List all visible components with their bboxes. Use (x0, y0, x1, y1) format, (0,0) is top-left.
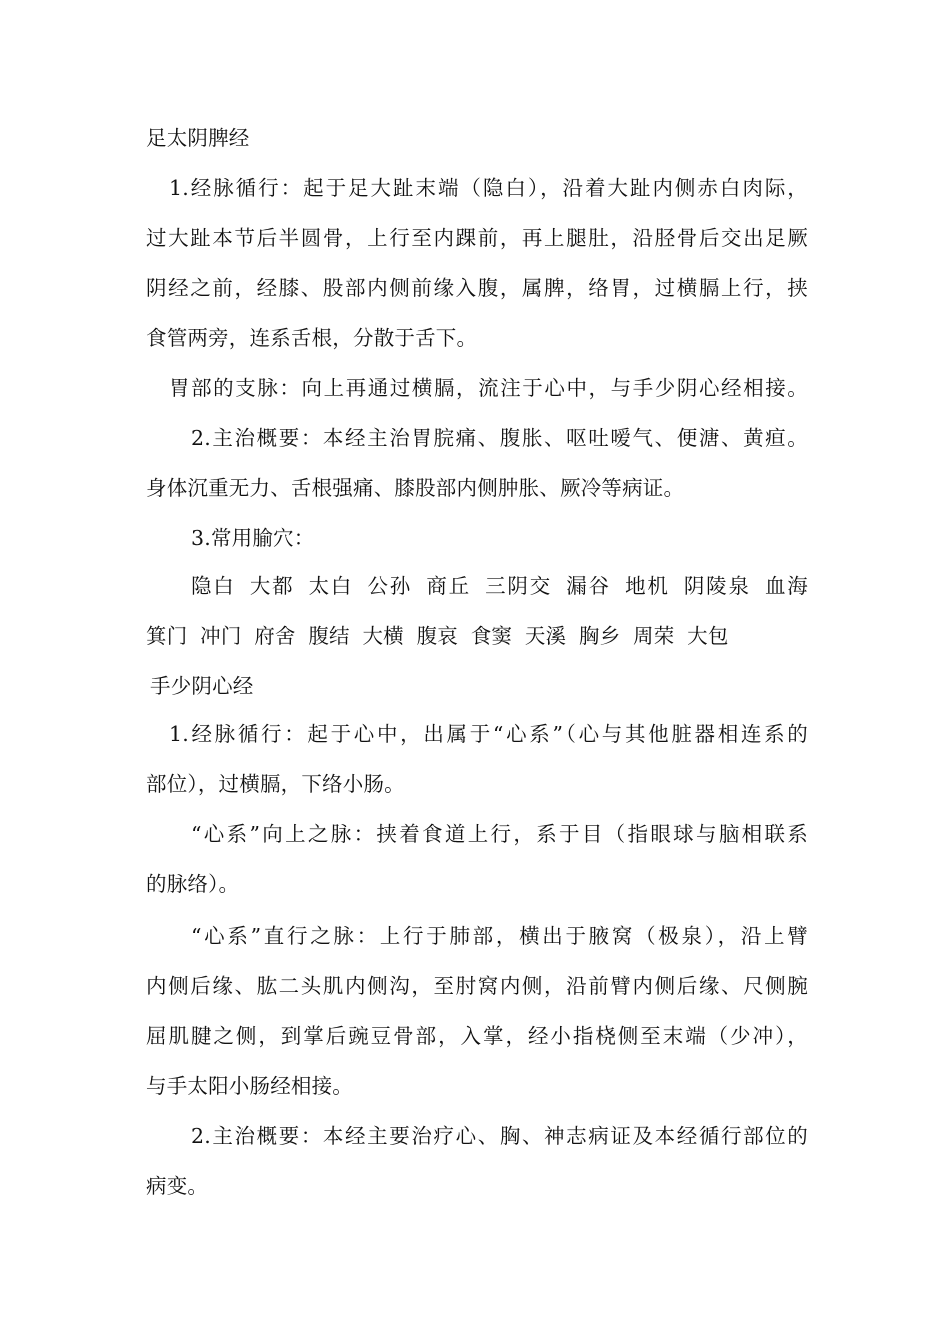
heart-branch-straight-line-4: 与手太阳小肠经相接。 (146, 1074, 353, 1098)
spleen-indications-line-1: 2.主治概要：本经主治胃脘痛、腹胀、呕吐嗳气、便溏、黄疸。 (191, 426, 808, 450)
section-title-spleen: 足太阴脾经 (146, 126, 250, 150)
spleen-points-heading: 3.常用腧穴： (191, 526, 315, 550)
heart-course-line-1: 1.经脉循行：起于心中，出属于“心系”（心与其他脏器相连系的 (169, 722, 808, 746)
spleen-points-line-1: 隐白 大都 太白 公孙 商丘 三阴交 漏谷 地机 阴陵泉 血海 (191, 574, 808, 598)
heart-indications-line-1: 2.主治概要：本经主要治疗心、胸、神志病证及本经循行部位的 (191, 1124, 808, 1148)
section-title-heart: 手少阴心经 (150, 674, 254, 698)
heart-branch-straight-line-3: 屈肌腱之侧，到掌后豌豆骨部，入掌，经小指桡侧至末端（少冲）， (146, 1024, 808, 1048)
heart-branch-straight-line-1: “心系”直行之脉：上行于肺部，横出于腋窝（极泉），沿上臂 (191, 924, 808, 948)
spleen-course-line-2: 过大趾本节后半圆骨，上行至内踝前，再上腿肚，沿胫骨后交出足厥 (146, 226, 808, 250)
spleen-branch: 胃部的支脉：向上再通过横膈，流注于心中，与手少阴心经相接。 (169, 376, 808, 400)
heart-branch-up-line-2: 的脉络）。 (146, 872, 240, 896)
spleen-course-line-3: 阴经之前，经膝、股部内侧前缘入腹，属脾，络胃，过横膈上行，挟 (146, 276, 808, 300)
heart-branch-up-line-1: “心系”向上之脉：挟着食道上行，系于目（指眼球与脑相联系 (191, 822, 808, 846)
spleen-course-line-1: 1.经脉循行：起于足大趾末端（隐白），沿着大趾内侧赤白肉际， (169, 176, 808, 200)
heart-indications-line-2: 病变。 (146, 1174, 209, 1198)
heart-branch-straight-line-2: 内侧后缘、肱二头肌内侧沟，至肘窝内侧，沿前臂内侧后缘、尺侧腕 (146, 974, 808, 998)
spleen-course-line-4: 食管两旁，连系舌根，分散于舌下。 (146, 326, 478, 350)
spleen-points-line-2: 箕门 冲门 府舍 腹结 大横 腹哀 食窦 天溪 胸乡 周荣 大包 (146, 624, 729, 648)
spleen-indications-line-2: 身体沉重无力、舌根强痛、膝股部内侧肿胀、厥冷等病证。 (146, 476, 685, 500)
heart-course-line-2: 部位），过横膈，下络小肠。 (146, 772, 405, 796)
